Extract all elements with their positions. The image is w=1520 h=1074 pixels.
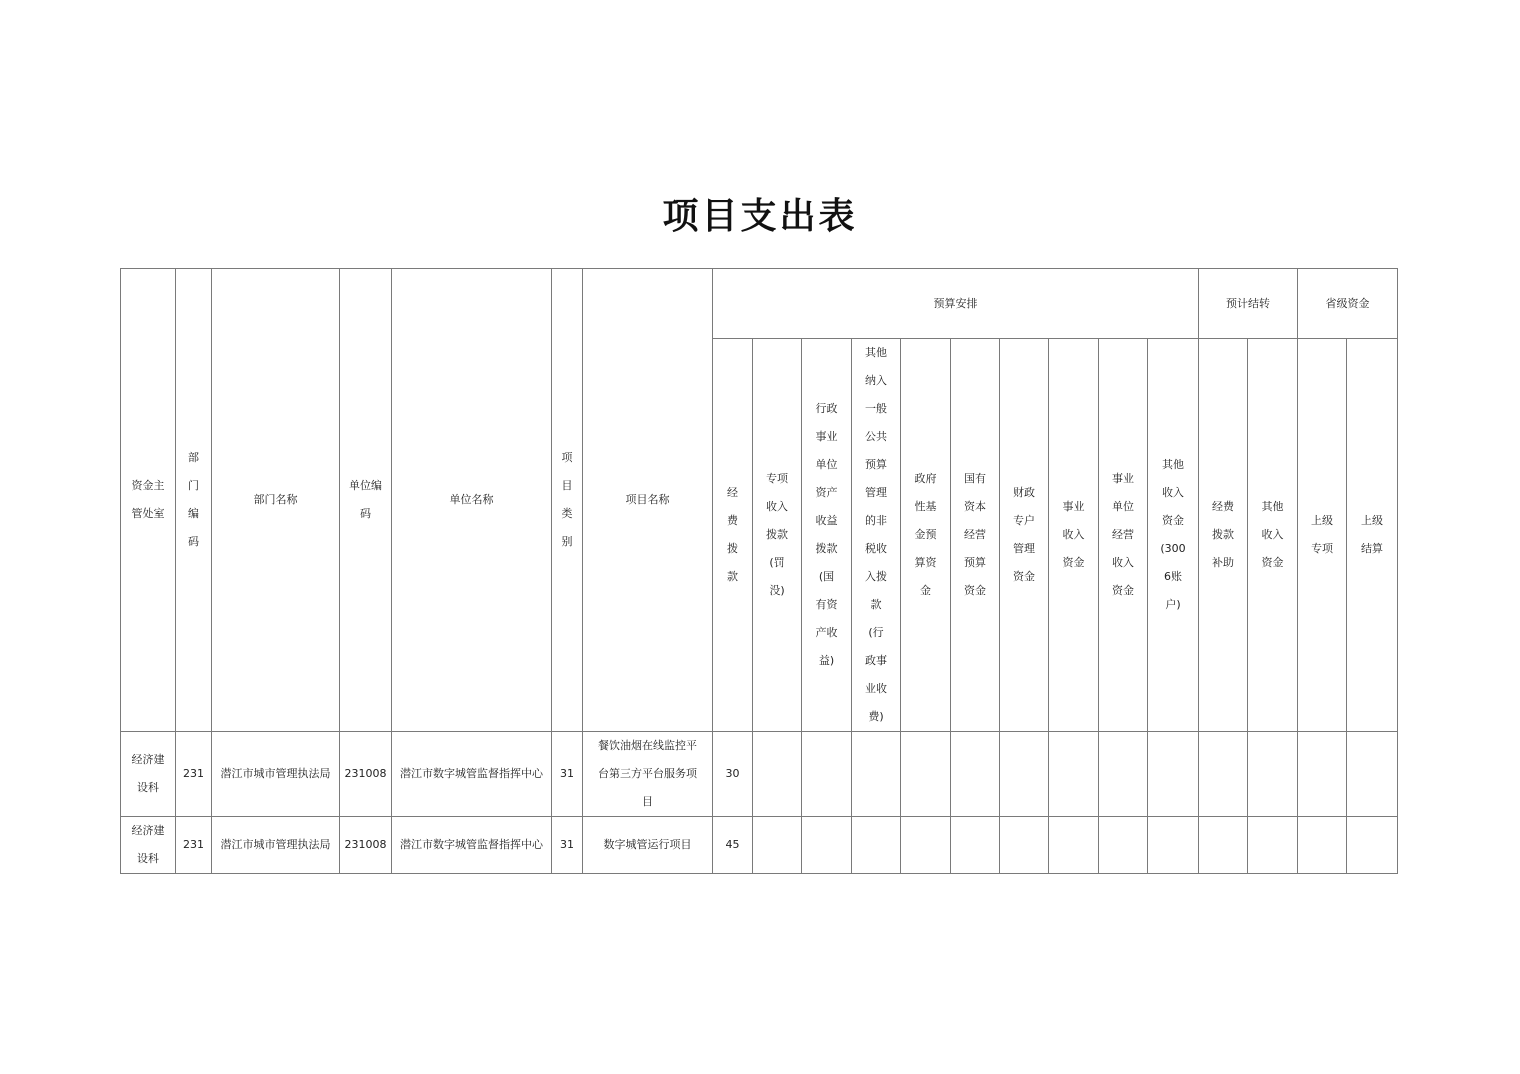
cell-empty	[1298, 732, 1347, 817]
header-sub-jijin-yusuan: 政府性基金预算资金	[901, 339, 951, 732]
cell-empty	[1099, 817, 1148, 874]
cell-jingfei-bokuan: 30	[713, 732, 753, 817]
header-sub-guoyou-ziben: 国有资本经营预算资金	[951, 339, 1000, 732]
header-zhuguanchu: 资金主管处室	[121, 269, 176, 732]
header-sub-caizheng-zhuanhu: 财政专户管理资金	[1000, 339, 1049, 732]
cell-empty	[1049, 732, 1099, 817]
header-group-yusuan: 预算安排	[713, 269, 1199, 339]
header-sub-jingfei-bokuan: 经费拨款	[713, 339, 753, 732]
header-danwei-mingcheng: 单位名称	[392, 269, 552, 732]
cell-empty	[852, 817, 901, 874]
cell-danwei-bianma: 231008	[340, 817, 392, 874]
cell-danwei-mingcheng: 潜江市数字城管监督指挥中心	[392, 732, 552, 817]
cell-bumen-bianma: 231	[176, 732, 212, 817]
header-sub-zhuanxiang-shouru: 专项收入拨款(罚没)	[753, 339, 802, 732]
header-danwei-bianma: 单位编码	[340, 269, 392, 732]
cell-danwei-bianma: 231008	[340, 732, 392, 817]
cell-empty	[852, 732, 901, 817]
header-bumen-mingcheng: 部门名称	[212, 269, 340, 732]
cell-empty	[901, 732, 951, 817]
header-bumen-bianma: 部门编码	[176, 269, 212, 732]
cell-empty	[753, 732, 802, 817]
header-sub-shangji-zhuanxiang: 上级专项	[1298, 339, 1347, 732]
cell-bumen-bianma: 231	[176, 817, 212, 874]
cell-empty	[802, 732, 852, 817]
table-row	[121, 732, 1398, 817]
cell-empty	[951, 817, 1000, 874]
header-sub-zichan-shouyi: 行政事业单位资产收益拨款(国有资产收益)	[802, 339, 852, 732]
cell-empty	[802, 817, 852, 874]
cell-empty	[1049, 817, 1099, 874]
cell-xiangmu-leibie: 31	[552, 732, 583, 817]
cell-bumen-mingcheng: 潜江市城市管理执法局	[212, 732, 340, 817]
header-sub-jingying-shouru: 事业单位经营收入资金	[1099, 339, 1148, 732]
header-sub-jingfei-buzhu: 经费拨款补助	[1199, 339, 1248, 732]
cell-empty	[1199, 817, 1248, 874]
cell-empty	[1248, 732, 1298, 817]
cell-xiangmu-mingcheng: 餐饮油烟在线监控平台第三方平台服务项目	[583, 732, 713, 817]
header-sub-feishui-shouru: 其他纳入一般公共预算管理的非税收入拨款(行政事业收费)	[852, 339, 901, 732]
cell-empty	[1199, 732, 1248, 817]
cell-empty	[1248, 817, 1298, 874]
page-title: 项目支出表	[662, 196, 858, 237]
cell-empty	[753, 817, 802, 874]
cell-empty	[901, 817, 951, 874]
header-row-groups	[121, 269, 1398, 339]
cell-danwei-mingcheng: 潜江市数字城管监督指挥中心	[392, 817, 552, 874]
cell-empty	[1148, 817, 1199, 874]
cell-xiangmu-leibie: 31	[552, 817, 583, 874]
header-group-shengji: 省级资金	[1298, 269, 1398, 339]
header-xiangmu-mingcheng: 项目名称	[583, 269, 713, 732]
header-xiangmu-leibie: 项目类别	[552, 269, 583, 732]
header-group-jiezhuan: 预计结转	[1199, 269, 1298, 339]
cell-empty	[1099, 732, 1148, 817]
project-expenditure-table	[120, 268, 1398, 874]
header-sub-qita-shouru: 其他收入资金	[1248, 339, 1298, 732]
cell-jingfei-bokuan: 45	[713, 817, 753, 874]
cell-empty	[1347, 732, 1398, 817]
cell-empty	[1347, 817, 1398, 874]
header-sub-shangji-jiesuan: 上级结算	[1347, 339, 1398, 732]
cell-xiangmu-mingcheng: 数字城管运行项目	[583, 817, 713, 874]
cell-empty	[951, 732, 1000, 817]
cell-bumen-mingcheng: 潜江市城市管理执法局	[212, 817, 340, 874]
table-row	[121, 817, 1398, 874]
header-sub-qita-shouru-3006: 其他收入资金(3006账户)	[1148, 339, 1199, 732]
cell-zhuguanchu: 经济建设科	[121, 817, 176, 874]
cell-empty	[1148, 732, 1199, 817]
cell-empty	[1000, 732, 1049, 817]
cell-empty	[1000, 817, 1049, 874]
header-sub-shiye-shouru: 事业收入资金	[1049, 339, 1099, 732]
cell-empty	[1298, 817, 1347, 874]
cell-zhuguanchu: 经济建设科	[121, 732, 176, 817]
